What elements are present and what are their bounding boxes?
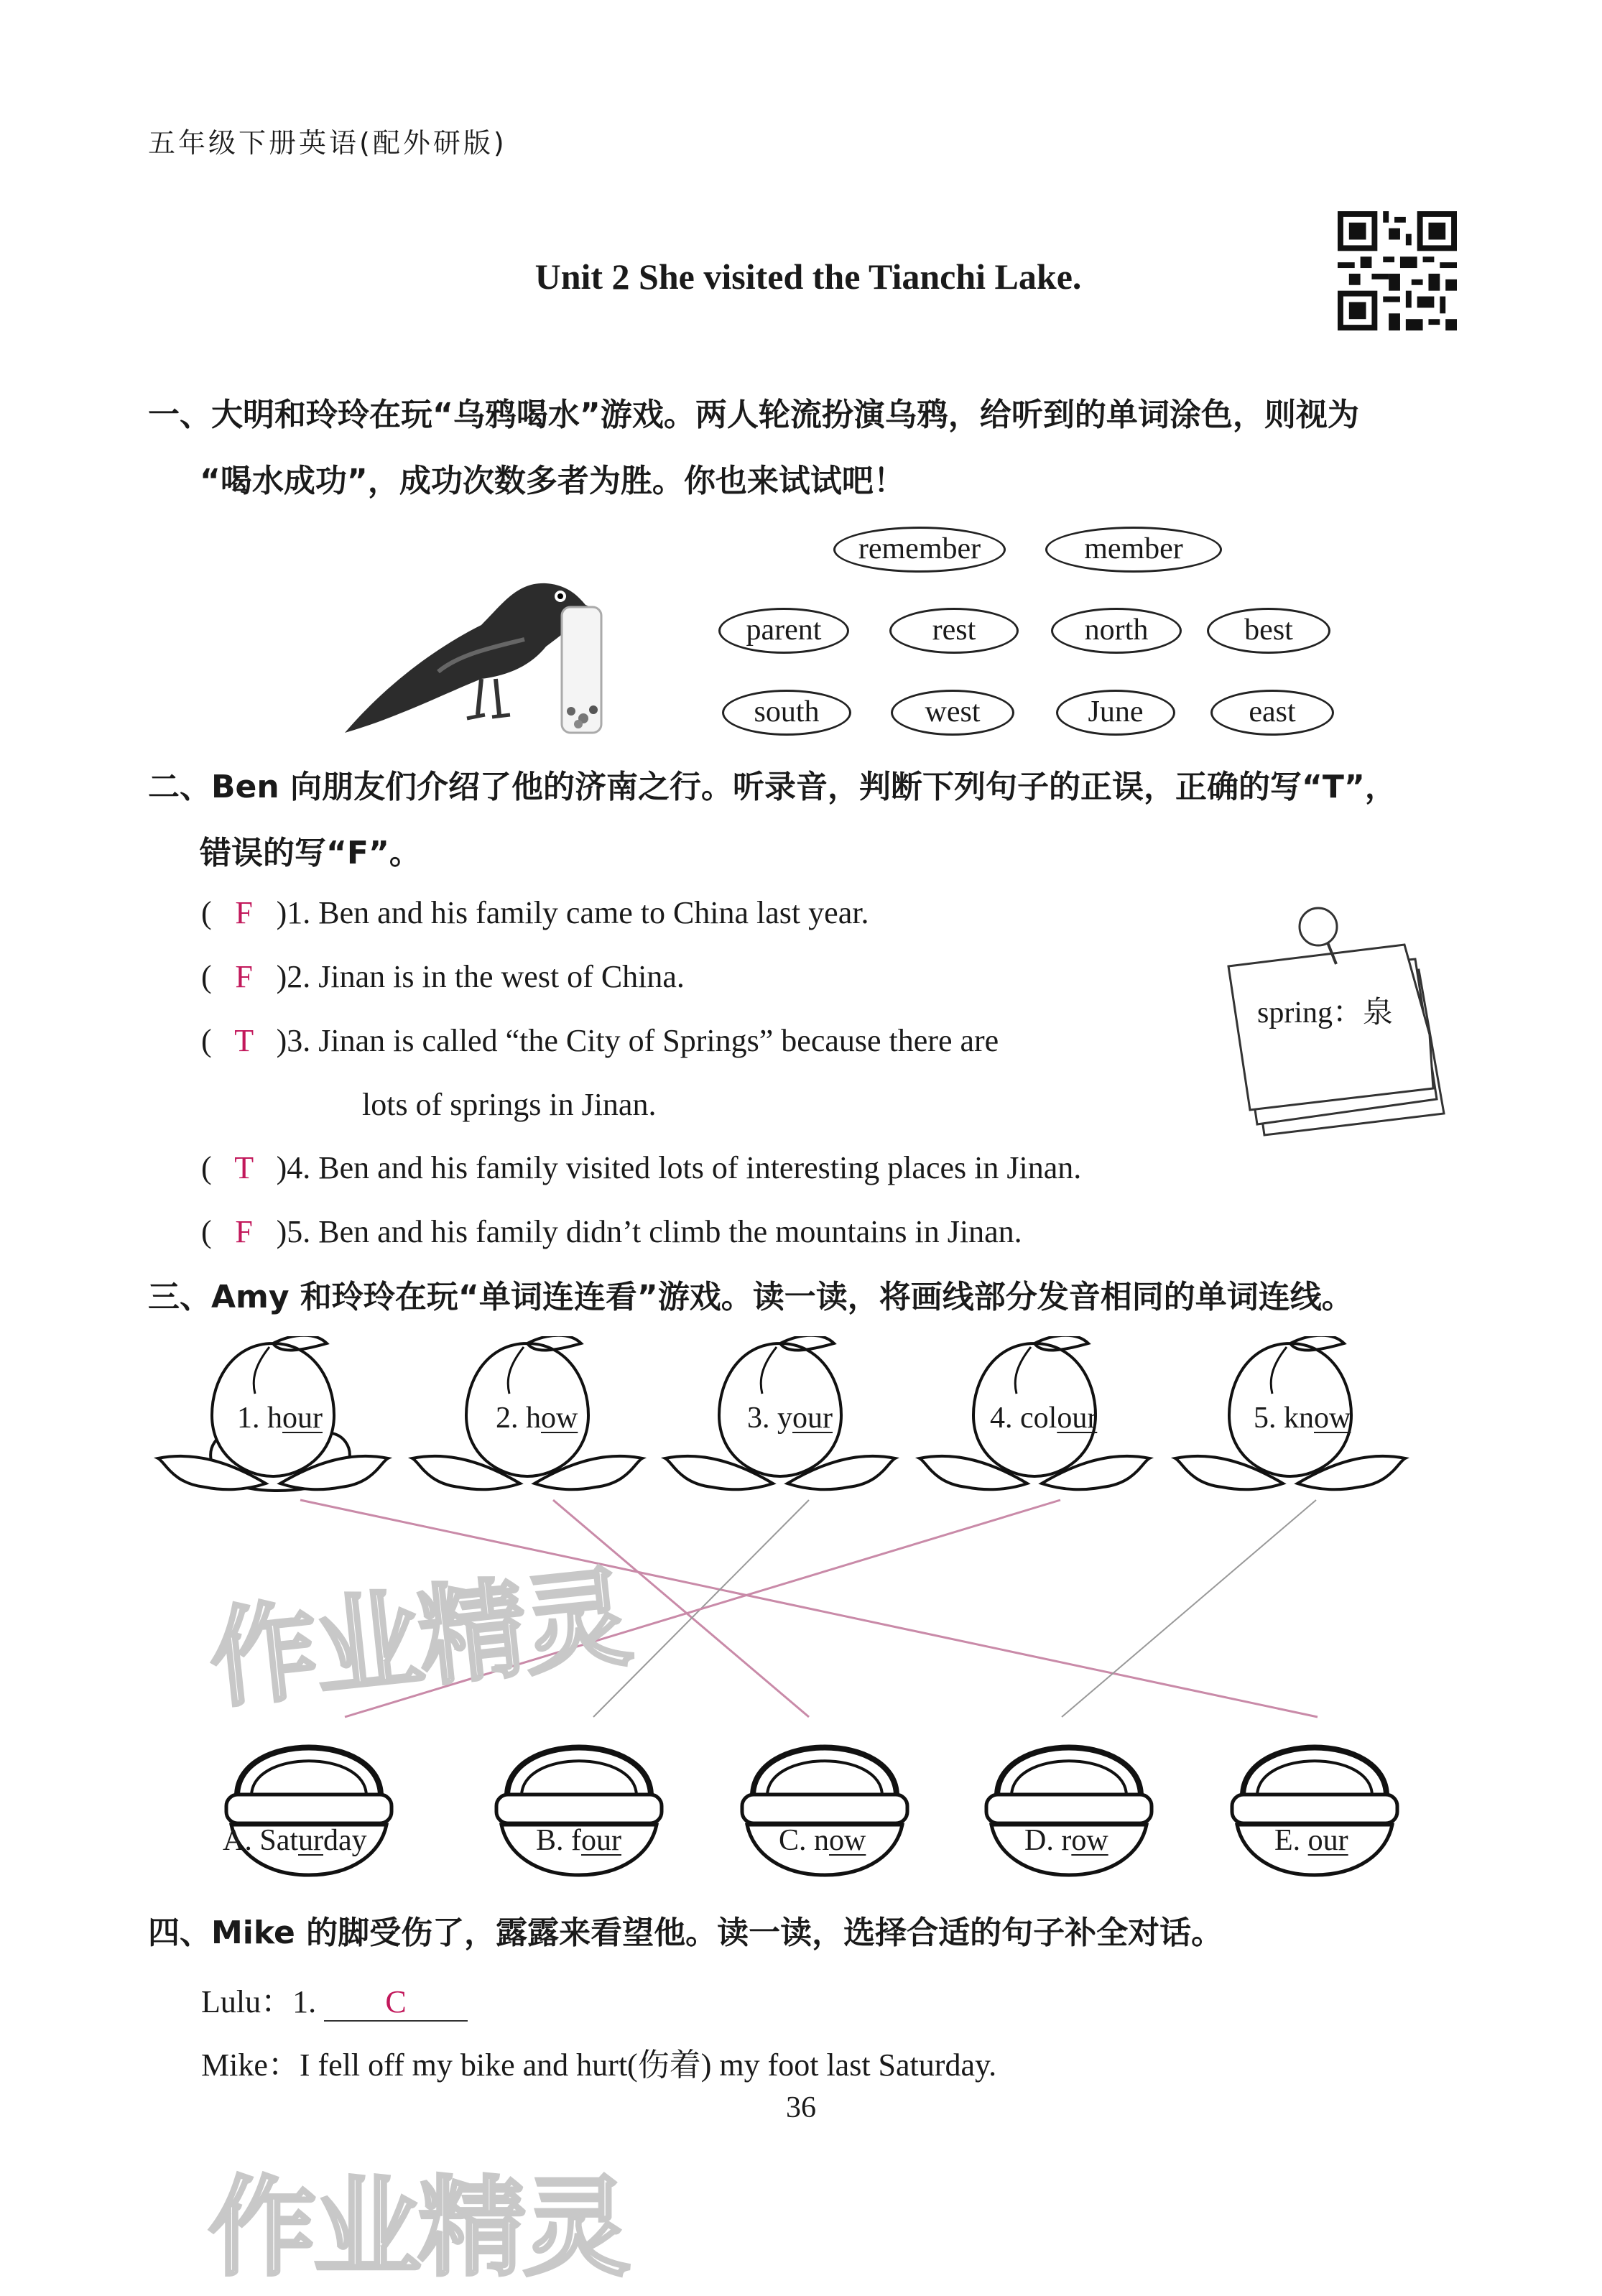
page-number: 36 [786,2091,816,2124]
word-pill-parent: parent [718,608,849,654]
section-2-line-2: 错误的写“F”。 [200,835,421,871]
note-text: spring：泉 [1257,996,1394,1029]
word-pill-remember: remember [833,527,1006,573]
lulu-answer-blank[interactable]: C [324,1983,468,2022]
tf-text-1: )1. Ben and his family came to China last year. [276,895,869,930]
word-pill-member: member [1045,527,1222,573]
section-2-instructions [148,754,1513,887]
word-pill-west: west [891,690,1014,736]
page-header: 五年级下册英语(配外研版) [148,127,507,159]
watermark-text: 作业精灵 [203,1555,634,1723]
section-1-line-1: 一、大明和玲玲在玩“乌鸦喝水”游戏。两人轮流扮演乌鸦，给听到的单词涂色，则视为 [148,397,1359,433]
peach-word-5: 5. know [1254,1402,1351,1435]
basket-word-e: E. our [1274,1824,1348,1857]
word-pill-best: best [1207,608,1330,654]
word-pill-south: south [722,690,851,736]
section-1-instructions [148,382,1513,514]
peach-word-3: 3. your [747,1402,833,1435]
section-3-instructions: 三、Amy 和玲玲在玩“单词连连看”游戏。读一读，将画线部分发音相同的单词连线。 [148,1279,1353,1315]
basket-word-d: D. row [1024,1824,1108,1857]
basket-row [0,1717,1602,1889]
tf-text-3: )3. Jinan is called “the City of Springs” because there are [276,1023,999,1058]
tf-answer-2[interactable]: F [235,959,253,994]
tf-answer-3[interactable]: T [234,1023,254,1058]
section-2-line-1: 二、Ben 向朋友们介绍了他的济南之行。听录音，判断下列句子的正误，正确的写“T”， [148,769,1397,805]
tf-answer-1[interactable]: F [235,895,253,930]
basket-word-c: C. now [779,1824,866,1857]
section-4-instructions: 四、Mike 的脚受伤了，露露来看望他。读一读，选择合适的句子补全对话。 [148,1915,1223,1951]
unit-title: Unit 2 She visited the Tianchi Lake. [534,256,1082,297]
basket-word-a: A. Saturday [223,1824,367,1857]
basket-word-b: B. four [536,1824,621,1857]
word-pill-north: north [1051,608,1182,654]
word-pill-east: east [1210,690,1334,736]
tf-answer-5[interactable]: F [235,1214,253,1249]
tf-item-4: ( T )4. Ben and his family visited lots of interesting places in Jinan. [201,1150,1082,1185]
tf-item-3-continued: lots of springs in Jinan. [362,1087,657,1122]
peach-word-2: 2. how [496,1402,578,1435]
section-1-line-2: “喝水成功”，成功次数多者为胜。你也来试试吧！ [200,463,905,499]
tf-answer-4[interactable]: T [234,1150,254,1185]
lulu-label: Lulu：1. [201,1984,317,2019]
watermark-bottom: 作业精灵 [208,2166,629,2291]
tf-text-2: )2. Jinan is in the west of China. [276,959,685,994]
crow-drinking-icon [330,539,618,747]
tf-item-2: ( F )2. Jinan is in the west of China. [201,959,685,994]
tf-item-5: ( F )5. Ben and his family didn’t climb the mountains in Jinan. [201,1214,1022,1249]
word-pill-june: June [1056,690,1175,736]
peach-word-1: 1. hour [237,1402,323,1435]
tf-item-1: ( F )1. Ben and his family came to China last year. [201,895,869,930]
match-line-5-d [1062,1500,1316,1717]
word-pill-rest: rest [889,608,1019,654]
dialog-lulu [201,1976,468,2022]
tf-text-5: )5. Ben and his family didn’t climb the mountains in Jinan. [276,1214,1022,1249]
tf-text-4: )4. Ben and his family visited lots of interesting places in Jinan. [276,1150,1082,1185]
tf-item-3: ( T )3. Jinan is called “the City of Springs” because there are [201,1023,999,1058]
dialog-mike: Mike：I fell off my bike and hurt(伤着) my foot last Saturday. [201,2047,997,2083]
peach-word-4: 4. colour [990,1402,1098,1435]
